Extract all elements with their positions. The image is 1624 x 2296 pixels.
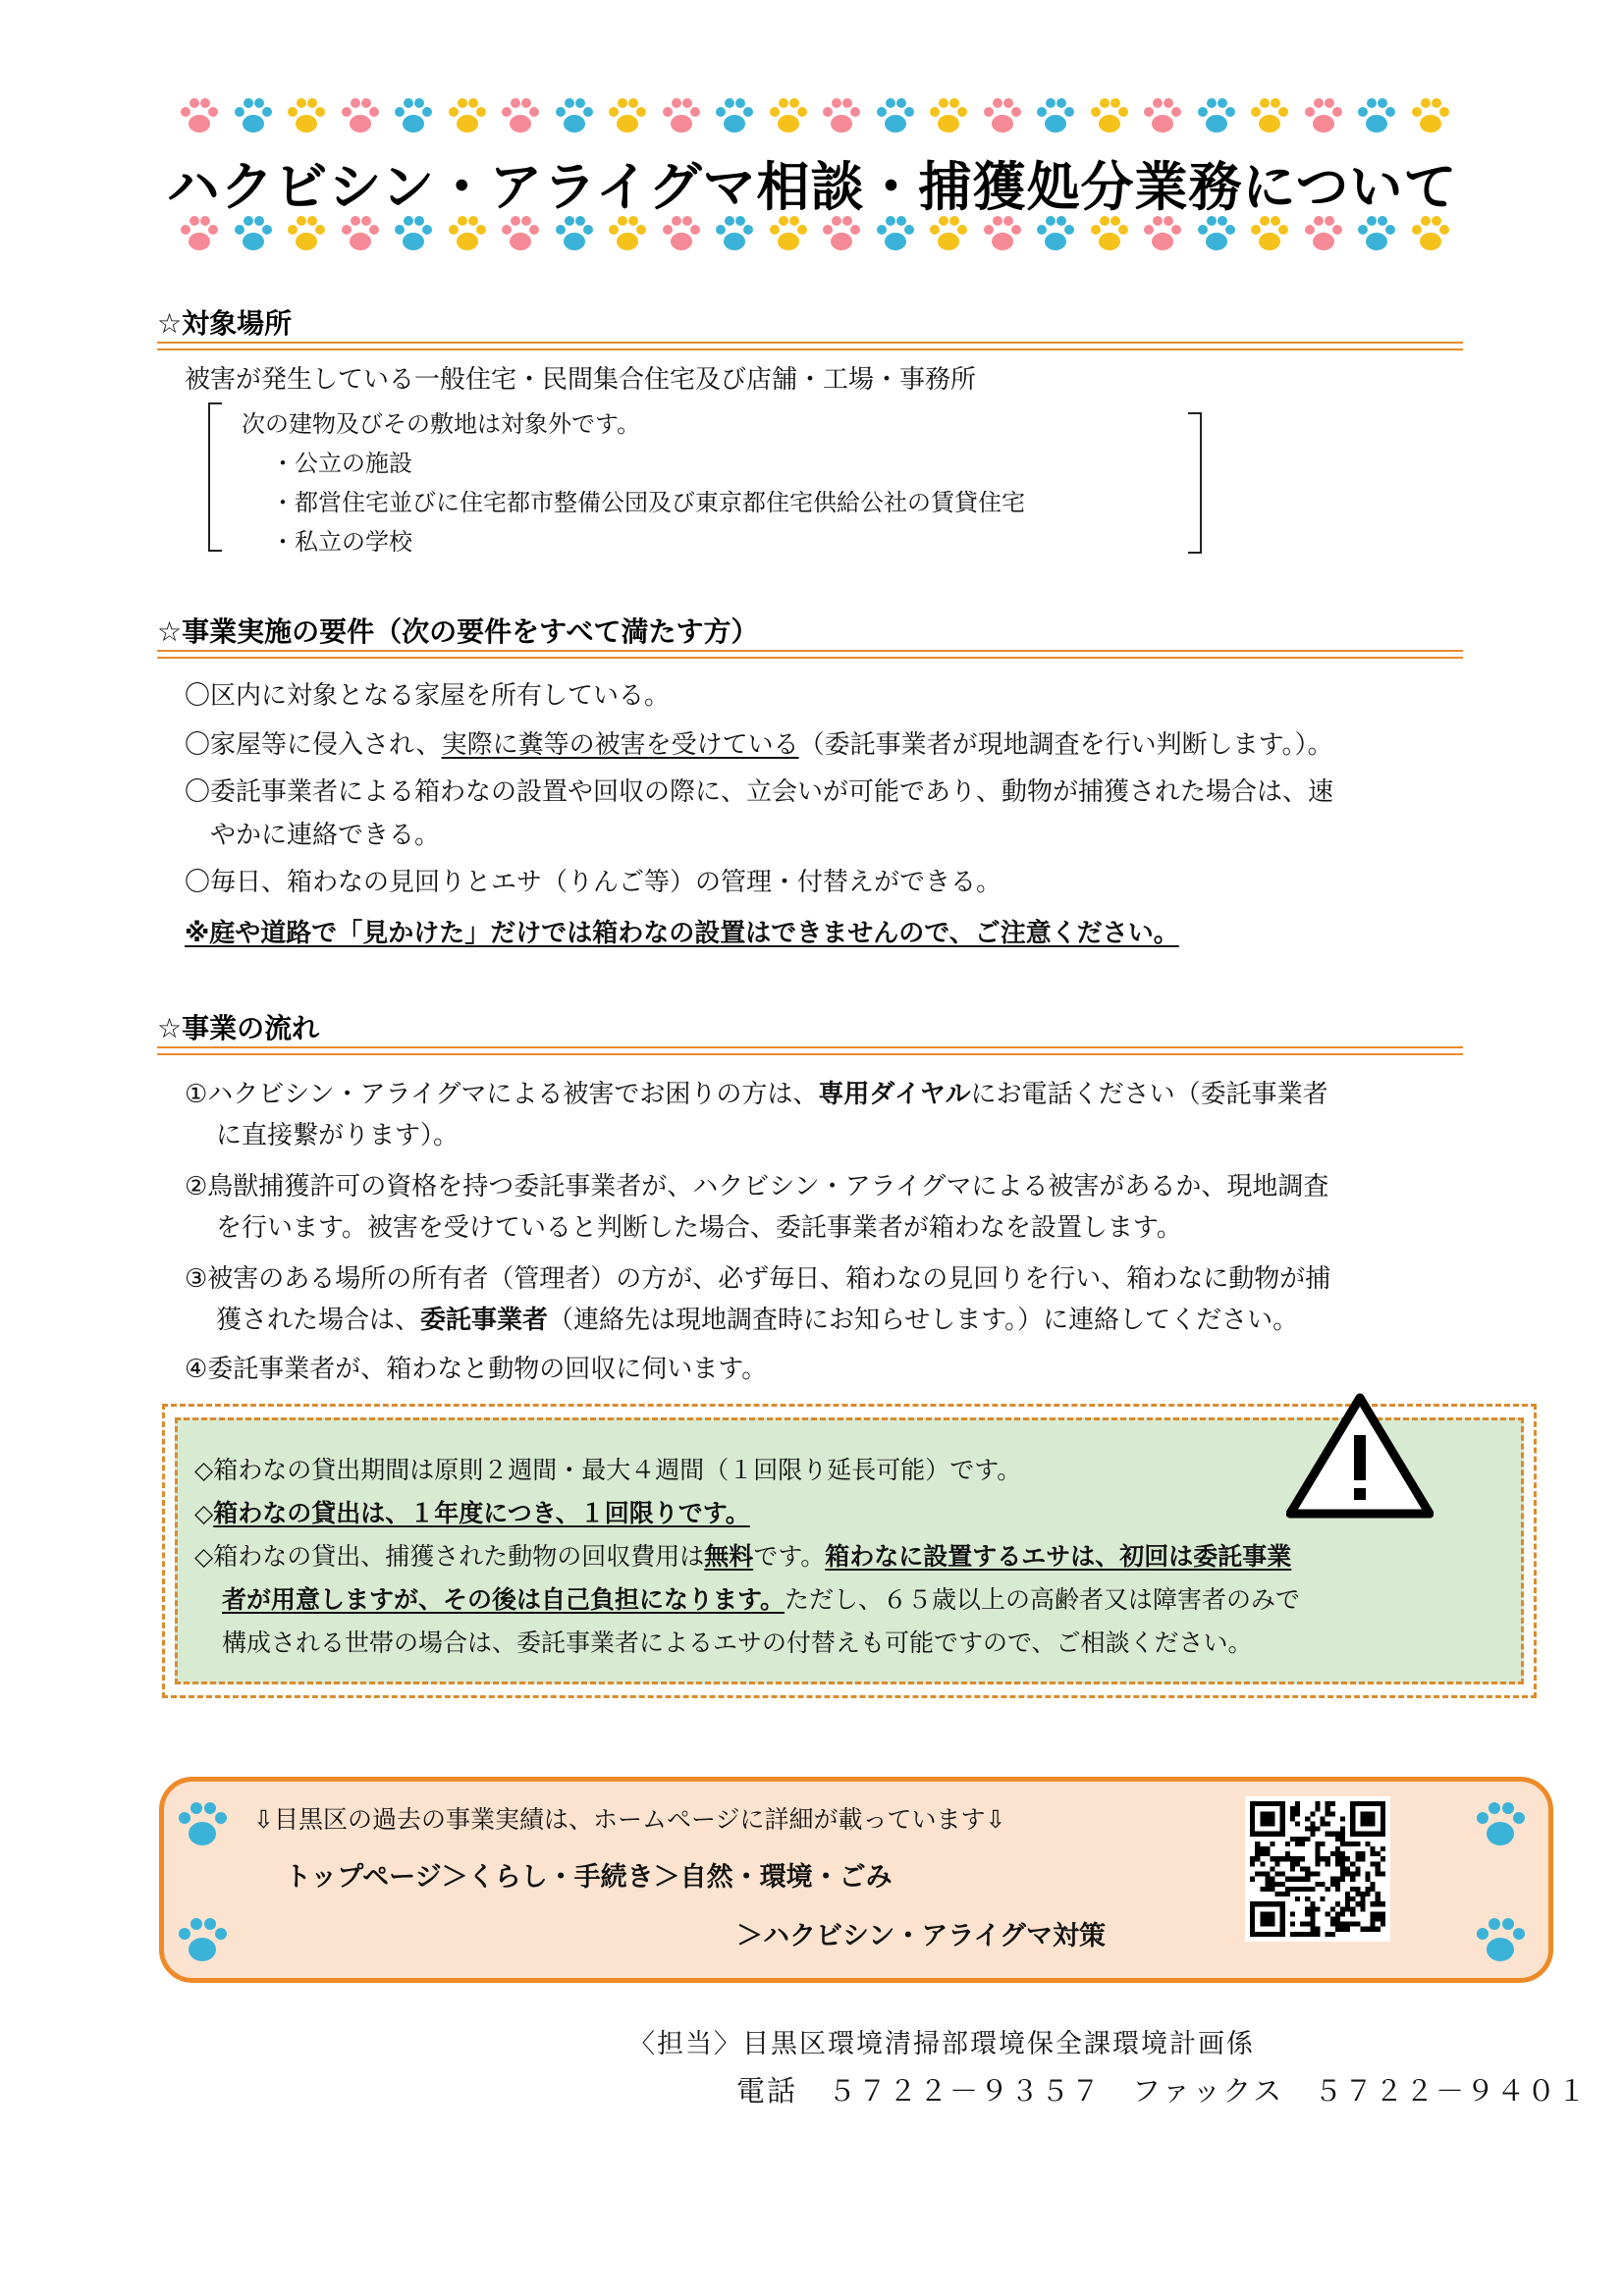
- paw-icon: [712, 93, 757, 138]
- paw-icon: [1194, 93, 1239, 138]
- flow-step-1: [185, 1074, 1328, 1110]
- paw-icon: [231, 93, 276, 138]
- paw-icon: [980, 93, 1025, 138]
- paw-icon: [766, 93, 811, 138]
- notice-bold-underlined: 者が用意しますが、その後は自己負担になります。: [222, 1585, 785, 1614]
- section-heading-target: ☆対象場所: [157, 307, 293, 340]
- flow-text: 獲された場合は、: [216, 1306, 421, 1335]
- section-rule: [157, 342, 1463, 350]
- notice-item-1: ◇箱わなの貸出期間は原則２週間・最大４週間（１回限り延長可能）です。: [194, 1456, 1022, 1484]
- flow-bold: 委託事業者: [420, 1306, 549, 1335]
- paw-icon: [173, 1910, 232, 1969]
- paw-icon: [1301, 93, 1346, 138]
- requirement-item: 〇委託事業者による箱わなの設置や回収の際に、立会いが可能であり、動物が捕獲された場合は、速: [185, 777, 1334, 807]
- paw-icon: [173, 1794, 232, 1853]
- notice-bold-underlined: 箱わなに設置するエサは、初回は委託事業: [825, 1542, 1292, 1571]
- notice-text: ◇箱わなの貸出、捕獲された動物の回収費用は: [194, 1542, 705, 1571]
- paw-row-top: [177, 93, 1453, 144]
- section-rule: [157, 650, 1463, 659]
- paw-icon: [605, 93, 650, 138]
- requirement-item-cont: やかに連絡できる。: [210, 821, 441, 850]
- flow-step-3: ③被害のある場所の所有者（管理者）の方が、必ず毎日、箱わなの見回りを行い、箱わなに動物が捕: [185, 1264, 1331, 1294]
- paw-icon: [1408, 93, 1453, 138]
- paw-icon: [659, 93, 704, 138]
- exclusion-item: ・私立の学校: [271, 528, 412, 556]
- notice-bold-underlined: 箱わなの貸出は、１年度につき、１回限りです。: [213, 1499, 750, 1527]
- target-main-text: 被害が発生している一般住宅・民間集合住宅及び店舗・工場・事務所: [185, 365, 977, 395]
- exclusion-intro: 次の建物及びその敷地は対象外です。: [242, 410, 641, 438]
- paw-icon: [1471, 1910, 1530, 1969]
- notice-item-3: [194, 1537, 1291, 1573]
- page-title: ハクビシン・アライグマ相談・捕獲処分業務について: [166, 156, 1458, 218]
- flow-step-2-cont: を行います。被害を受けていると判断した場合、委託事業者が箱わなを設置します。: [216, 1213, 1182, 1243]
- flow-step-3-cont: [216, 1300, 1298, 1336]
- paw-icon: [445, 93, 490, 138]
- paw-icon: [338, 93, 383, 138]
- paw-icon: [1247, 93, 1292, 138]
- info-path-2[interactable]: ＞ハクビシン・アライグマ対策: [736, 1921, 1106, 1951]
- exclusion-item: ・都営住宅並びに住宅都市整備公団及び東京都住宅供給公社の賃貸住宅: [271, 489, 1025, 516]
- requirement-note: ※庭や道路で「見かけた」だけでは箱わなの設置はできませんので、ご注意ください。: [185, 919, 1179, 948]
- paw-icon: [873, 93, 918, 138]
- requirement-item: 〇毎日、箱わなの見回りとエサ（りんご等）の管理・付替えができる。: [185, 868, 1002, 897]
- info-intro: ⇩目黒区の過去の事業実績は、ホームページに詳細が載っています⇩: [253, 1805, 1006, 1834]
- paw-icon: [498, 93, 543, 138]
- flow-bold: 専用ダイヤル: [818, 1080, 971, 1109]
- paw-icon: [1471, 1794, 1530, 1853]
- section-heading-requirements: ☆事業実施の要件（次の要件をすべて満たす方）: [157, 615, 759, 648]
- exclusion-item: ・公立の施設: [271, 450, 412, 477]
- contact-department: 〈担当〉目黒区環境清掃部環境保全課環境計画係: [628, 2029, 1255, 2059]
- paw-icon: [391, 93, 436, 138]
- requirement-item: [185, 724, 1333, 761]
- notice-text: です。: [753, 1542, 826, 1571]
- paw-icon: [177, 93, 222, 138]
- notice-bullet: ◇: [194, 1499, 214, 1527]
- flow-step-4: ④委託事業者が、箱わなと動物の回収に伺います。: [185, 1355, 768, 1384]
- section-rule: [157, 1046, 1463, 1055]
- flow-step-1-cont: に直接繋がります）。: [216, 1121, 460, 1150]
- notice-item-3-cont2: 構成される世帯の場合は、委託事業者によるエサの付替えも可能ですので、ご相談ください。: [222, 1629, 1253, 1657]
- bracket-left: [208, 402, 222, 552]
- flow-step-2: ②鳥獣捕獲許可の資格を持つ委託事業者が、ハクビシン・アライグマによる被害があるか、現地調査: [185, 1172, 1329, 1201]
- requirement-item: 〇区内に対象となる家屋を所有している。: [185, 681, 671, 711]
- notice-item-2: [194, 1494, 750, 1529]
- paw-icon: [1087, 93, 1132, 138]
- contact-phone-fax: 電話 ５７２２－９３５７ ファックス ５７２２－９４０１: [736, 2074, 1589, 2108]
- notice-text: ただし、６５歳以上の高齢者又は障害者のみで: [785, 1585, 1301, 1614]
- qr-code-icon[interactable]: [1245, 1796, 1390, 1942]
- paw-icon: [819, 93, 864, 138]
- paw-icon: [552, 93, 597, 138]
- flow-text: にお電話ください（委託事業者: [970, 1080, 1328, 1109]
- requirement-text: 〇家屋等に侵入され、: [185, 730, 442, 760]
- info-path-1[interactable]: トップページ＞くらし・手続き＞自然・環境・ごみ: [285, 1862, 893, 1893]
- paw-icon: [1033, 93, 1078, 138]
- bracket-right: [1188, 412, 1202, 554]
- notice-free-label: 無料: [704, 1542, 754, 1571]
- paw-icon: [926, 93, 971, 138]
- section-heading-flow: ☆事業の流れ: [157, 1012, 320, 1044]
- paw-icon: [1354, 93, 1399, 138]
- flow-text: （連絡先は現地調査時にお知らせします。）に連絡してください。: [548, 1306, 1299, 1335]
- paw-icon: [284, 93, 329, 138]
- flow-text: ①ハクビシン・アライグマによる被害でお困りの方は、: [185, 1080, 819, 1109]
- notice-item-3-cont: [222, 1580, 1300, 1616]
- paw-icon: [1140, 93, 1185, 138]
- warning-triangle-icon: [1286, 1392, 1434, 1520]
- requirement-text: （委託事業者が現地調査を行い判断します。）。: [798, 730, 1333, 760]
- requirement-underlined: 実際に糞等の被害を受けている: [441, 730, 799, 760]
